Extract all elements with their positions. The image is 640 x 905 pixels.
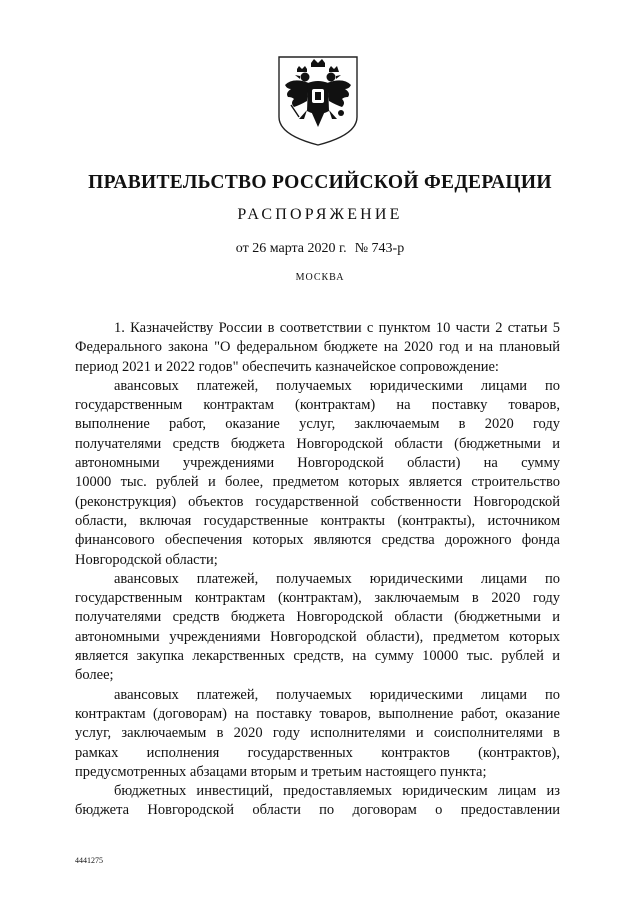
coat-of-arms-icon [275, 55, 361, 147]
body-line: авансовых платежей, получаемых юридическими лицами по [114, 570, 560, 587]
body-line: государственным контрактам (контрактам), заключаемым в 2020 году [75, 590, 560, 607]
government-title: ПРАВИТЕЛЬСТВО РОССИЙСКОЙ ФЕДЕРАЦИИ [88, 172, 552, 193]
document-number: № 743-р [354, 241, 405, 256]
body-line: бюджета Новгородской области по договорам о предоставлении [75, 802, 560, 819]
body-line: области, включая государственные контракты (контракты), источником [75, 512, 560, 529]
body-line: является закупка лекарственных средств, на сумму 10000 тыс. рублей и [75, 648, 560, 665]
body-line: более; [75, 667, 114, 684]
body-line: получателями средств бюджета Новгородской области (бюджетными и [75, 609, 560, 626]
document-date: от 26 марта 2020 г. [235, 241, 347, 256]
body-line: выполнение работ, оказание услуг, заключаемым в 2020 году [75, 416, 560, 433]
document-code: 4441275 [75, 856, 103, 865]
body-line: период 2021 и 2022 годов" обеспечить казначейское сопровождение: [75, 358, 499, 375]
document-body [75, 319, 560, 821]
document-date-line [0, 241, 640, 257]
body-line: услуг, заключаемым в 2020 году исполнителями и соисполнителями в [75, 725, 560, 742]
body-line: 10000 тыс. рублей и более, предметом которых является строительство [75, 474, 560, 491]
body-line: бюджетных инвестиций, предоставляемых юридическим лицам из [114, 783, 560, 800]
body-line: Новгородской области; [75, 551, 218, 568]
body-line: автономными учреждениями Новгородской области) на сумму [75, 455, 560, 472]
body-line: Федерального закона "О федеральном бюджете на 2020 год и на плановый [75, 339, 560, 356]
body-line: финансового обеспечения которых являются средства дорожного фонда [75, 532, 560, 549]
body-line: (реконструкция) объектов государственной собственности Новгородской [75, 493, 560, 510]
body-line: авансовых платежей, получаемых юридическими лицами по [114, 377, 560, 394]
body-line: авансовых платежей, получаемых юридическими лицами по [114, 686, 560, 703]
body-line: контрактам (договорам) на поставку товаров, выполнение работ, оказание [75, 705, 560, 722]
body-line: государственным контрактам (контрактам) на поставку товаров, [75, 397, 560, 414]
body-line: получателями средств бюджета Новгородской области (бюджетными и [75, 435, 560, 452]
body-line: рамках исполнения государственных контрактов (контрактов), [75, 744, 560, 761]
body-line: автономными учреждениями Новгородской области), предметом которых [75, 628, 560, 645]
body-line: 1. Казначейству России в соответствии с пунктом 10 части 2 статьи 5 [114, 320, 560, 336]
document-type: РАСПОРЯЖЕНИЕ [237, 206, 403, 223]
document-city: МОСКВА [295, 272, 345, 283]
body-line: предусмотренных абзацами вторым и третьим настоящего пункта; [75, 763, 487, 780]
